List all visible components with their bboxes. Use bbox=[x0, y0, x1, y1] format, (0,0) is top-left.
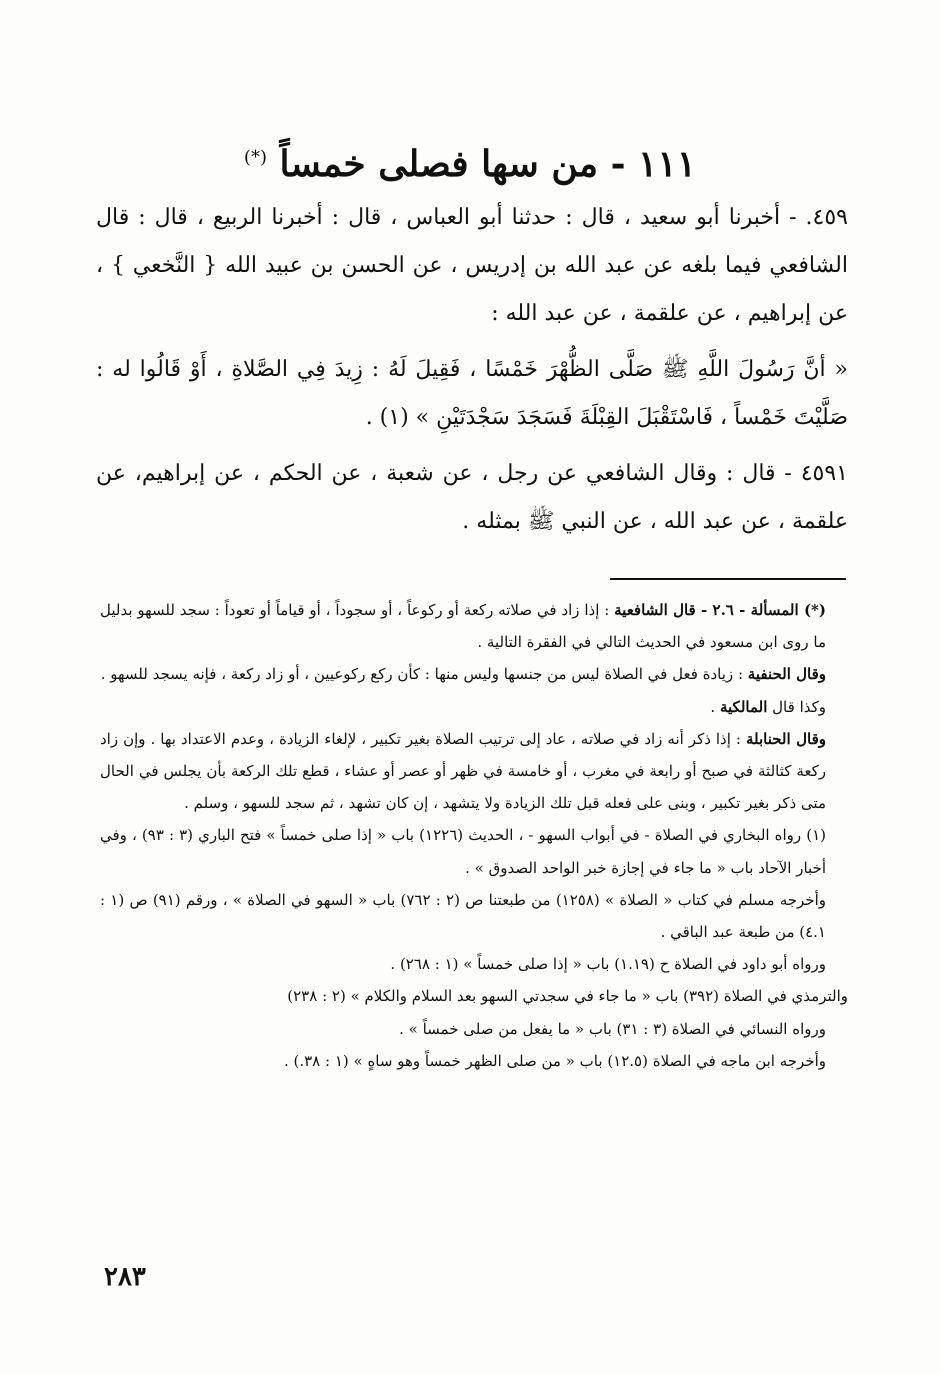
footnote-hanabila-label: وقال الحنابلة bbox=[745, 729, 826, 748]
footnote-tirmidhi: والترمذي في الصلاة (٣٩٢) باب « ما جاء في سجدتي السهو بعد السلام والكلام » (٢ : ٢٣٨) bbox=[287, 987, 848, 1006]
footnote-malikiyya bbox=[100, 691, 848, 723]
page-number: ٢٨٣ bbox=[104, 1262, 146, 1292]
footnote-nasai: ورواه النسائي في الصلاة (٣ : ٣١) باب « ما يفعل من صلى خمساً » . bbox=[399, 1019, 826, 1038]
footnote-malikiyya-label: المالكية bbox=[719, 697, 768, 716]
footnote-abu-dawud: ورواه أبو داود في الصلاة ح (١.١٩) باب « إذا صلى خمساً » (١ : ٢٦٨) . bbox=[390, 955, 826, 974]
footnote-shafiiyya-text: : إذا زاد في صلاته ركعة أو ركوعاً ، أو سجوداً ، أو قياماً أو تعوداً : سجد للسهو بدليل ما روى ابن مسعود في الحديث التالي في الفقرة التالية . bbox=[100, 601, 826, 652]
footnote-hanabila-text: : إذا ذكر أنه زاد في صلاته ، عاد إلى ترتيب الصلاة بغير تكبير ، لإلغاء الزيادة ، وعدم الاعتداد بها . وإن زاد ركعة كثالثة في صبح أو رابعة في مغرب ، أو خامسة في ظهر أو عصر أو عشاء ، قطع تلك الركعة بأن يجلس في الحال متى ذكر بغير تكبير ، وبنى على فعله قبل تلك الزيادة ولا يتشهد ، إن كان تشهد ، ثم سجد للسهو ، وسلم . bbox=[100, 729, 826, 813]
footnote-muslim: وأخرجه مسلم في كتاب « الصلاة » (١٢٥٨) من طبعتنا ص (٢ : ٧٦٢) باب « السهو في الصلاة » ، ورقم (٩١) ص (١ : ٤.١) من طبعة عبد الباقي . bbox=[100, 890, 826, 942]
footnote-separator bbox=[610, 578, 846, 580]
footnote-shafiiyya bbox=[100, 594, 848, 658]
footnote-hanabila bbox=[100, 723, 848, 820]
footnote-hanafiyya bbox=[100, 658, 848, 690]
footnote-ibn-majah: وأخرجه ابن ماجه في الصلاة (١٢.٥) باب « من صلى الظهر خمساً وهو ساهٍ » (١ : ٣٨.) . bbox=[283, 1051, 826, 1070]
chapter-title bbox=[0, 128, 940, 194]
footnotes bbox=[100, 594, 848, 1077]
chapter-footnote-marker: (*) bbox=[243, 147, 267, 168]
footnote-hanafiyya-text: : زيادة فعل في الصلاة ليس من جنسها وليس منها : كأن ركع ركوعيين ، أو زاد ركعة ، فإنه يسجد للسهو . bbox=[100, 665, 743, 684]
footnote-bukhari: (١) رواه البخاري في الصلاة - في أبواب السهو - ، الحديث (١٢٢٦) باب « إذا صلى خمساً » فتح الباري (٣ : ٩٣) ، وفي أخبار الآحاد باب « ما جاء في إجازة خبر الواحد الصدوق » . bbox=[100, 826, 826, 877]
footnote-hanafiyya-label: وقال الحنفية bbox=[747, 665, 826, 684]
footnote-shafiiyya-label: (*) المسألة - ٢.٦ - قال الشافعية bbox=[614, 601, 826, 619]
main-text bbox=[96, 194, 848, 554]
chapter-title-text: ١١١ - من سها فصلى خمساً bbox=[279, 143, 697, 185]
footnote-malikiyya-prefix: وكذا قال bbox=[772, 697, 826, 716]
footnote-malikiyya-suffix: . bbox=[710, 697, 716, 716]
hadith-459-matn: « أنَّ رَسُولَ اللَّهِ ﷺ صَلَّى الظُّهْرَ خَمْسًا ، فَقِيلَ لَهُ : زِيدَ فِي الصَّلاةِ ، أَوْ قَالُوا له : صَلَّيْتَ خَمْساً ، فَاسْتَقْبَلَ القِبْلَةَ فَسَجَدَ سَجْدَتَيْنِ » (١) . bbox=[96, 357, 848, 430]
hadith-4591: ٤٥٩١ - قال : وقال الشافعي عن رجل ، عن شعبة ، عن الحكم ، عن إبراهيم، عن علقمة ، عن عبد الله ، عن النبي ﷺ بمثله . bbox=[96, 461, 848, 534]
hadith-459-isnad: ٤٥٩. - أخبرنا أبو سعيد ، قال : حدثنا أبو العباس ، قال : أخبرنا الربيع ، قال : قال الشافعي فيما بلغه عن عبد الله بن إدريس ، عن الحسن بن عبيد الله { النَّخعي } ، عن إبراهيم ، عن علقمة ، عن عبد الله : bbox=[96, 205, 848, 326]
